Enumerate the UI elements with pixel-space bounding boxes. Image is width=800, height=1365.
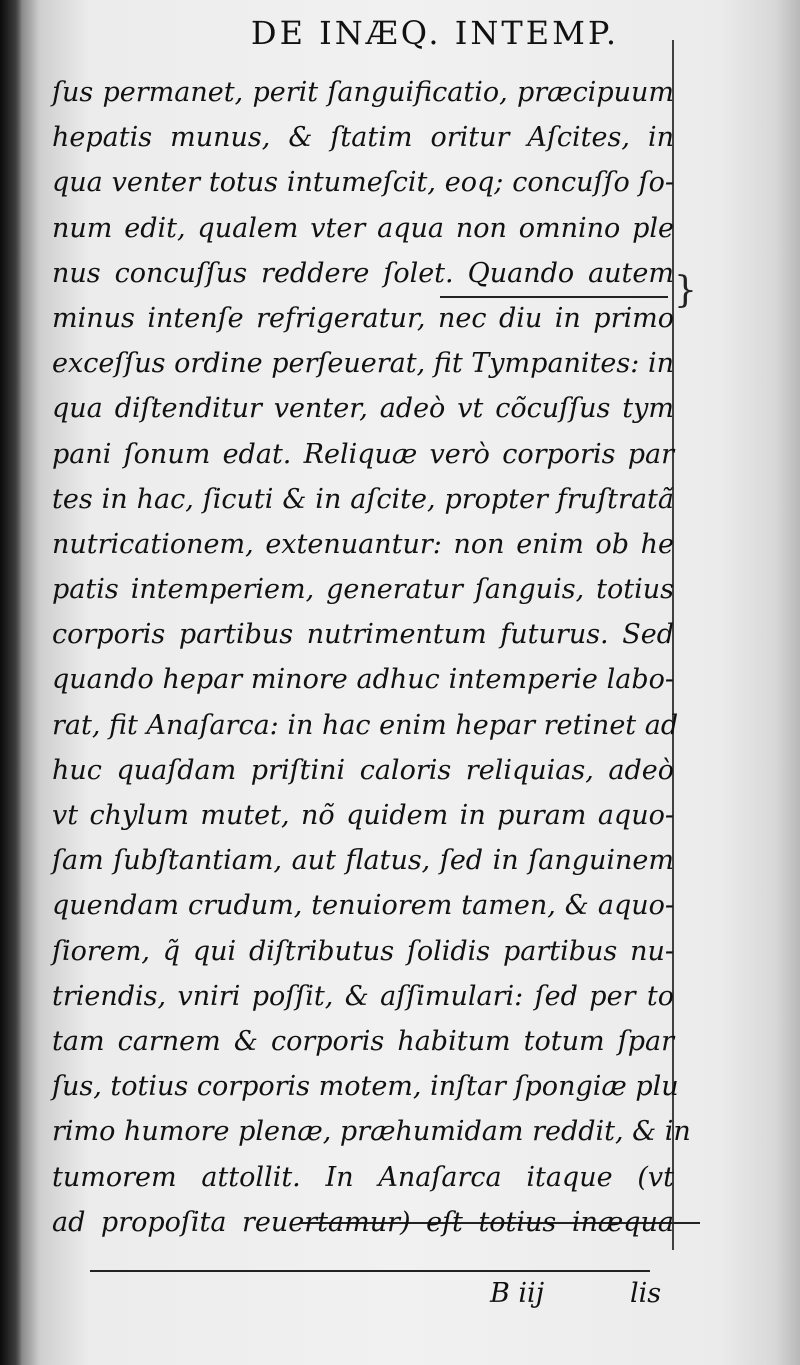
text-line: triendis, vniri poſſit, & aſſimulari: ſed per to: [52, 980, 674, 1012]
text-line: vt chylum mutet, nõ quidem in puram aquo-: [52, 800, 674, 831]
text-line: ſam ſubſtantiam, aut flatus, ſed in ſanguinem: [52, 845, 674, 877]
text-line: pani ſonum edat. Reliquæ verò corporis par: [52, 438, 674, 470]
text-line: nutricationem, extenuantur: non enim ob he: [52, 528, 674, 560]
text-line: patis intemperiem, generatur ſanguis, totius: [52, 574, 674, 606]
text-line: num edit, qualem vter aqua non omnino ple: [52, 212, 674, 244]
book-binding-shadow: [0, 0, 22, 1365]
text-line: hepatis munus, & ſtatim oritur Aſcites, in: [52, 122, 674, 154]
margin-brace-mark: }: [674, 270, 697, 311]
text-line: ad propoſita reuertamur) eſt totius inæqua: [52, 1206, 674, 1238]
text-line: corporis partibus nutrimentum futurus. Sed: [52, 619, 674, 651]
text-line: tam carnem & corporis habitum totum ſpar: [52, 1025, 674, 1057]
text-line: rimo humore plenæ, præhumidam reddit, & in: [52, 1116, 691, 1148]
text-line: qua venter totus intumeſcit, eoq; concuſſo ſo-: [52, 167, 674, 199]
text-line: minus intenſe refrigeratur, nec diu in primo: [52, 302, 674, 334]
text-line: ſus, totius corporis motem, inſtar ſpongiæ plu: [52, 1071, 679, 1103]
text-line: tes in hac, ſicuti & in aſcite, propter fruſtratã: [52, 483, 674, 515]
running-header: DE INÆQ. INTEMP.: [250, 14, 620, 52]
signature-mark: B iij: [490, 1278, 545, 1309]
text-line: ſiorem, q̃ qui diſtributus ſolidis partibus nu-: [52, 935, 674, 967]
text-line: quendam crudum, tenuiorem tamen, & aquo-: [52, 890, 674, 922]
text-line: quando hepar minore adhuc intemperie labo-: [52, 664, 674, 696]
text-line: ſus permanet, perit ſanguificatio, præcipuum: [52, 77, 674, 108]
text-line: exceſſus ordine perſeuerat, fit Tympanites: in: [52, 348, 674, 380]
text-line: qua diſtenditur venter, adeò vt cõcuſſus tym: [52, 393, 674, 425]
text-line: nus concuſſus reddere ſolet. Quando autem: [52, 257, 674, 289]
catchword: lis: [630, 1278, 662, 1309]
text-body: [52, 70, 692, 1245]
text-line: tumorem attollit. In Anaſarca itaque (vt: [52, 1161, 674, 1193]
underline-ad-proposita: [90, 1270, 650, 1272]
text-line: rat, fit Anaſarca: in hac enim hepar retinet ad: [52, 709, 679, 741]
text-line: huc quaſdam priſtini caloris reliquias, adeò: [52, 754, 674, 786]
